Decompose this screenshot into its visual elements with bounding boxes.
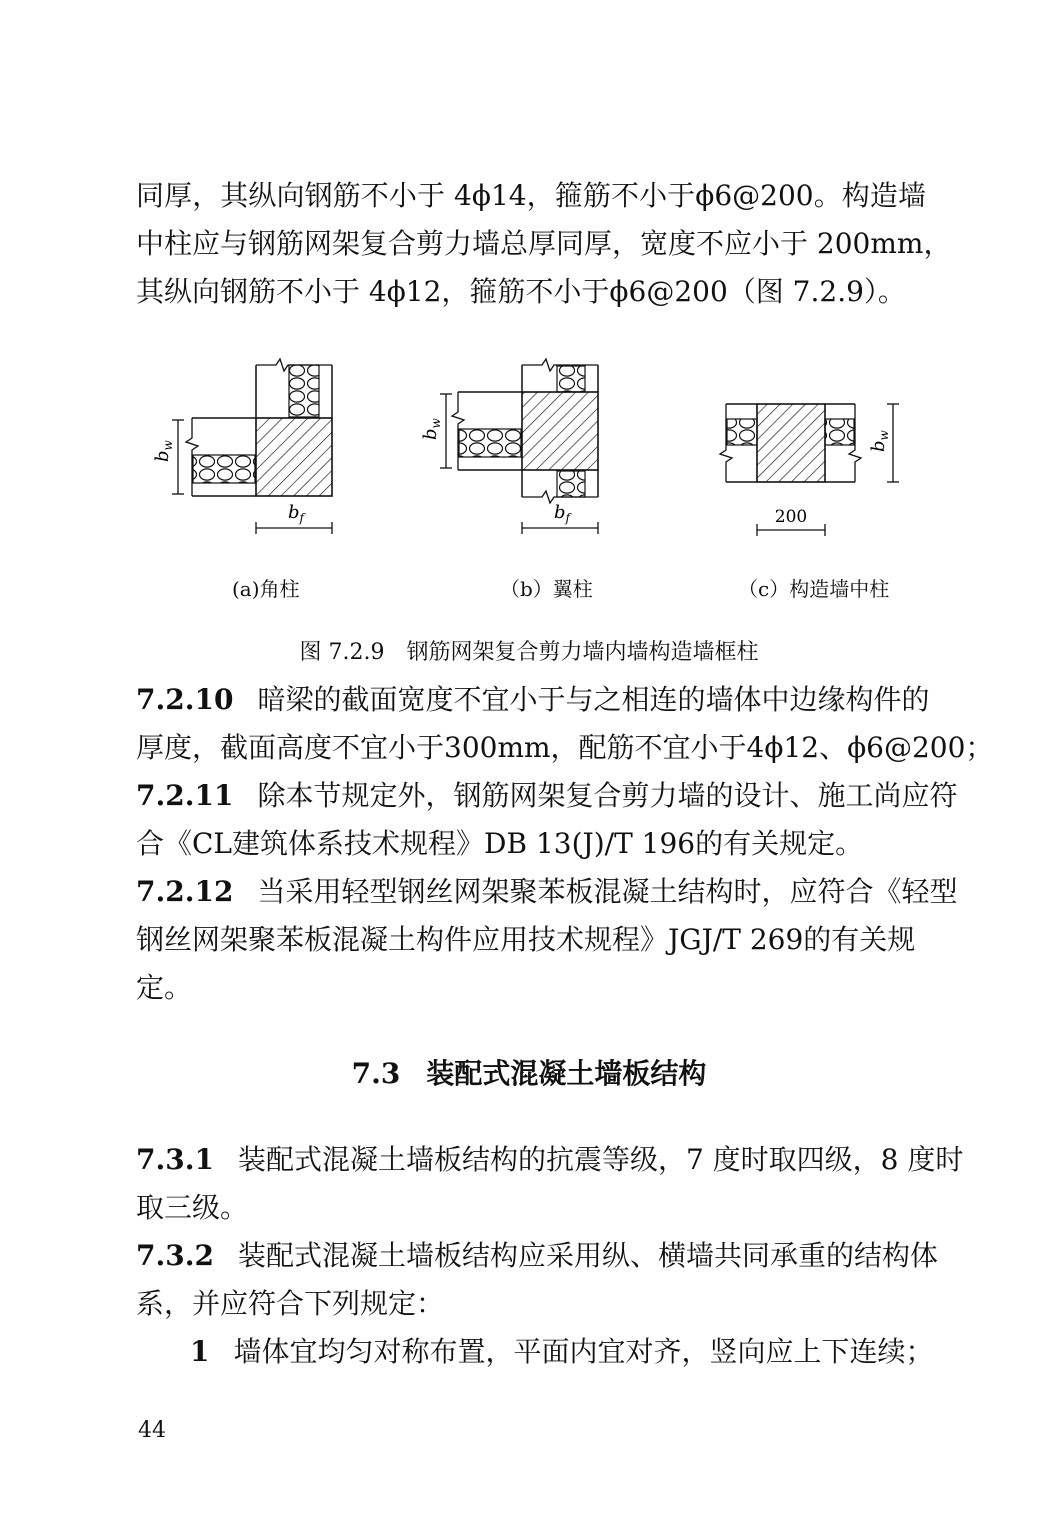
foam-insulation <box>193 455 255 483</box>
clause-7-2-12-line-3: 定。 <box>136 971 193 1004</box>
figure-caption <box>0 635 1058 671</box>
clause-text: 除本节规定外，钢筋网架复合剪力墙的设计、施工尚应符 <box>257 779 958 812</box>
clause-number: 7.2.11 <box>136 779 234 812</box>
clause-7-3-1-line-1 <box>136 1136 964 1184</box>
intro-line-3: 其纵向钢筋不小于 4ϕ12，箍筋不小于ϕ6@200（图 7.2.9）。 <box>136 275 906 308</box>
clause-7-2-11-line-1 <box>136 772 958 820</box>
subcaption-c: （c）构造墙中柱 <box>738 577 890 601</box>
label-200: 200 <box>774 507 808 527</box>
clause-number: 7.3.2 <box>136 1239 214 1272</box>
figure-7-2-9 <box>0 0 1058 560</box>
foam-insulation <box>289 365 319 417</box>
item-number: 1 <box>190 1335 210 1368</box>
foam-insulation <box>557 471 585 497</box>
diagram-wall-middle-column <box>720 404 899 536</box>
foam-insulation <box>727 419 757 445</box>
diagram-corner-column <box>152 359 332 534</box>
intro-line-2: 中柱应与钢筋网架复合剪力墙总厚同厚，宽度不应小于 200mm， <box>136 227 952 260</box>
clause-number: 7.2.10 <box>136 683 234 716</box>
clause-number: 7.2.12 <box>136 875 234 908</box>
section-number: 7.3 <box>351 1057 401 1090</box>
foam-insulation <box>825 419 854 445</box>
label-bf: $b_f$ <box>288 502 304 525</box>
clause-7-2-12-line-1 <box>136 868 958 916</box>
label-bw: $b_w$ <box>152 440 175 462</box>
clause-text: 装配式混凝土墙板结构的抗震等级，7 度时取四级，8 度时 <box>237 1143 964 1176</box>
subcaption-b: （b）翼柱 <box>500 577 593 601</box>
clause-7-2-10-line-1 <box>136 676 930 724</box>
clause-7-2-11-line-2: 合《CL建筑体系技术规程》DB 13(J)/T 196的有关规定。 <box>136 827 864 860</box>
page-number: 44 <box>138 1418 166 1443</box>
intro-line-1: 同厚，其纵向钢筋不小于 4ϕ14，箍筋不小于ϕ6@200。构造墙 <box>136 179 926 212</box>
label-bw: $b_w$ <box>868 430 891 452</box>
clause-text: 装配式混凝土墙板结构应采用纵、横墙共同承重的结构体 <box>237 1239 938 1272</box>
concrete-column <box>256 418 332 496</box>
list-item-1 <box>190 1328 934 1376</box>
clause-text: 当采用轻型钢丝网架聚苯板混凝土结构时，应符合《轻型 <box>257 875 958 908</box>
clause-7-3-2-line-1 <box>136 1232 938 1280</box>
label-bf: $b_f$ <box>554 502 570 525</box>
clause-text: 暗梁的截面宽度不宜小于与之相连的墙体中边缘构件的 <box>257 683 930 716</box>
clause-7-3-2-line-2: 系，并应符合下列规定： <box>136 1287 445 1320</box>
concrete-column <box>522 392 598 470</box>
foam-insulation <box>459 429 521 457</box>
clause-7-2-12-line-2: 钢丝网架聚苯板混凝土构件应用技术规程》JGJ/T 269的有关规 <box>136 923 916 956</box>
subcaption-a: (a)角柱 <box>232 577 300 601</box>
clause-number: 7.3.1 <box>136 1143 214 1176</box>
clause-7-3-1-line-2: 取三级。 <box>136 1191 249 1224</box>
diagram-flange-column <box>420 359 598 534</box>
section-title: 装配式混凝土墙板结构 <box>426 1057 707 1090</box>
label-bw: $b_w$ <box>420 418 443 440</box>
clause-7-2-10-line-2: 厚度，截面高度不宜小于300mm，配筋不宜小于4ϕ12、ϕ6@200； <box>136 731 994 764</box>
figure-caption-number: 图 7.2.9 <box>299 640 385 665</box>
foam-insulation <box>557 366 585 392</box>
figure-caption-text: 钢筋网架复合剪力墙内墙构造墙框柱 <box>406 640 759 665</box>
item-text: 墙体宜均匀对称布置，平面内宜对齐，竖向应上下连续； <box>233 1335 934 1368</box>
section-heading <box>0 1050 1058 1098</box>
concrete-column <box>757 404 825 482</box>
